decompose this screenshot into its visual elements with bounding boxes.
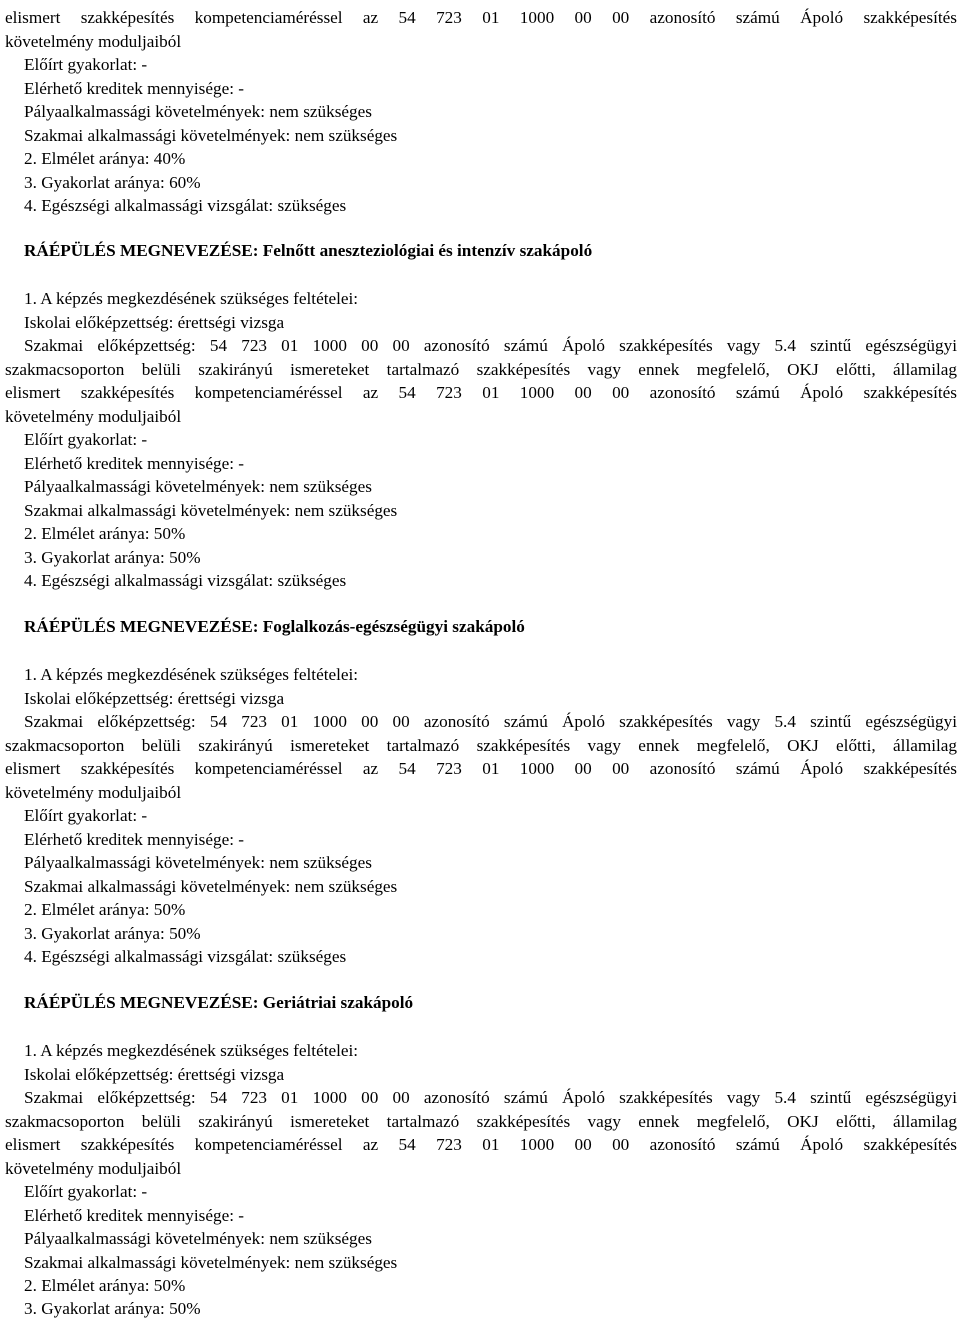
professional-qualification-line: Szakmai előképzettség: 54 723 01 1000 00 00 azonosító számú Ápoló szakképesítés vagy 5.4 szintű egészségügyi xyxy=(24,1088,957,1107)
professional-qualification-line: elismert szakképesítés kompetenciaméréssel az 54 723 01 1000 00 00 azonosító számú Ápoló szakképesítés xyxy=(5,1135,957,1154)
practice-line: Előírt gyakorlat: - xyxy=(24,55,148,74)
professional-qualification-line: szakmacsoporton belüli szakirányú ismereteket tartalmazó szakképesítés vagy ennek megfelelő, OKJ előtti, államilag xyxy=(5,359,957,379)
practice-ratio-line: 3. Gyakorlat aránya: 50% xyxy=(24,923,201,943)
professional-requirements-line: Szakmai alkalmassági követelmények: nem szükséges xyxy=(24,876,398,896)
professional-qualification-line: Szakmai előképzettség: 54 723 01 1000 00 00 azonosító számú Ápoló szakképesítés vagy 5.4 szintű egészségügyi xyxy=(24,336,957,355)
prerequisite-heading: 1. A képzés megkezdésének szükséges feltételei: xyxy=(24,289,359,308)
professional-qualification-line: követelmény moduljaiból xyxy=(5,1158,182,1178)
section-title-value: Geriátriai szakápoló xyxy=(262,993,414,1012)
credits-line: Elérhető kreditek mennyisége: - xyxy=(24,1205,245,1225)
professional-requirements-line: Szakmai alkalmassági követelmények: nem szükséges xyxy=(24,125,398,145)
section-title-label: RÁÉPÜLÉS MEGNEVEZÉSE: xyxy=(24,241,259,260)
section-title xyxy=(24,991,957,1015)
career-requirements-line: Pályaalkalmassági követelmények: nem szükséges xyxy=(24,1229,372,1248)
professional-qualification-line: szakmacsoporton belüli szakirányú ismereteket tartalmazó szakképesítés vagy ennek megfelelő, OKJ előtti, államilag xyxy=(5,735,957,755)
professional-qualification-line: követelmény moduljaiból xyxy=(5,406,182,426)
career-requirements-line: Pályaalkalmassági követelmények: nem szükséges xyxy=(24,853,372,872)
theory-ratio-line: 2. Elmélet aránya: 50% xyxy=(24,1276,186,1295)
practice-ratio-line: 3. Gyakorlat aránya: 50% xyxy=(24,1299,201,1318)
section-title-label: RÁÉPÜLÉS MEGNEVEZÉSE: xyxy=(24,617,259,636)
school-qualification-line: Iskolai előképzettség: érettségi vizsga xyxy=(24,1064,285,1084)
professional-qualification-line: elismert szakképesítés kompetenciaméréssel az 54 723 01 1000 00 00 azonosító számú Ápoló szakképesítés xyxy=(5,383,957,402)
career-requirements-line: Pályaalkalmassági követelmények: nem szükséges xyxy=(24,477,372,496)
theory-ratio-line: 2. Elmélet aránya: 40% xyxy=(24,149,186,168)
professional-qualification-line: szakmacsoporton belüli szakirányú ismereteket tartalmazó szakképesítés vagy ennek megfelelő, OKJ előtti, államilag xyxy=(5,1111,957,1131)
school-qualification-line: Iskolai előképzettség: érettségi vizsga xyxy=(24,312,285,332)
section-title xyxy=(24,615,957,639)
practice-ratio-line: 3. Gyakorlat aránya: 50% xyxy=(24,547,201,567)
intro-text-line: követelmény moduljaiból xyxy=(5,31,182,51)
prerequisite-heading: 1. A képzés megkezdésének szükséges feltételei: xyxy=(24,1041,359,1060)
prerequisite-heading: 1. A képzés megkezdésének szükséges feltételei: xyxy=(24,665,359,684)
intro-text-line: elismert szakképesítés kompetenciaméréssel az 54 723 01 1000 00 00 azonosító számú Ápoló szakképesítés xyxy=(5,8,957,27)
theory-ratio-line: 2. Elmélet aránya: 50% xyxy=(24,524,186,543)
section-title-label: RÁÉPÜLÉS MEGNEVEZÉSE: xyxy=(24,993,259,1012)
professional-requirements-line: Szakmai alkalmassági követelmények: nem szükséges xyxy=(24,1252,398,1272)
section-title-value: Felnőtt aneszteziológiai és intenzív szakápoló xyxy=(262,241,593,260)
professional-qualification-line: Szakmai előképzettség: 54 723 01 1000 00 00 azonosító számú Ápoló szakképesítés vagy 5.4 szintű egészségügyi xyxy=(24,712,957,731)
professional-requirements-line: Szakmai alkalmassági követelmények: nem szükséges xyxy=(24,500,398,520)
credits-line: Elérhető kreditek mennyisége: - xyxy=(24,78,245,98)
health-exam-line: 4. Egészségi alkalmassági vizsgálat: szükséges xyxy=(24,571,347,590)
theory-ratio-line: 2. Elmélet aránya: 50% xyxy=(24,900,186,919)
professional-qualification-line: követelmény moduljaiból xyxy=(5,782,182,802)
health-exam-line: 4. Egészségi alkalmassági vizsgálat: szükséges xyxy=(24,947,347,966)
practice-line: Előírt gyakorlat: - xyxy=(24,806,148,825)
practice-ratio-line: 3. Gyakorlat aránya: 60% xyxy=(24,172,201,192)
section-title xyxy=(24,239,957,263)
career-requirements-line: Pályaalkalmassági követelmények: nem szükséges xyxy=(24,102,372,121)
professional-qualification-line: elismert szakképesítés kompetenciaméréssel az 54 723 01 1000 00 00 azonosító számú Ápoló szakképesítés xyxy=(5,759,957,778)
credits-line: Elérhető kreditek mennyisége: - xyxy=(24,829,245,849)
credits-line: Elérhető kreditek mennyisége: - xyxy=(24,453,245,473)
school-qualification-line: Iskolai előképzettség: érettségi vizsga xyxy=(24,688,285,708)
section-title-value: Foglalkozás-egészségügyi szakápoló xyxy=(262,617,525,636)
health-exam-line: 4. Egészségi alkalmassági vizsgálat: szükséges xyxy=(24,196,347,215)
practice-line: Előírt gyakorlat: - xyxy=(24,430,148,449)
practice-line: Előírt gyakorlat: - xyxy=(24,1182,148,1201)
